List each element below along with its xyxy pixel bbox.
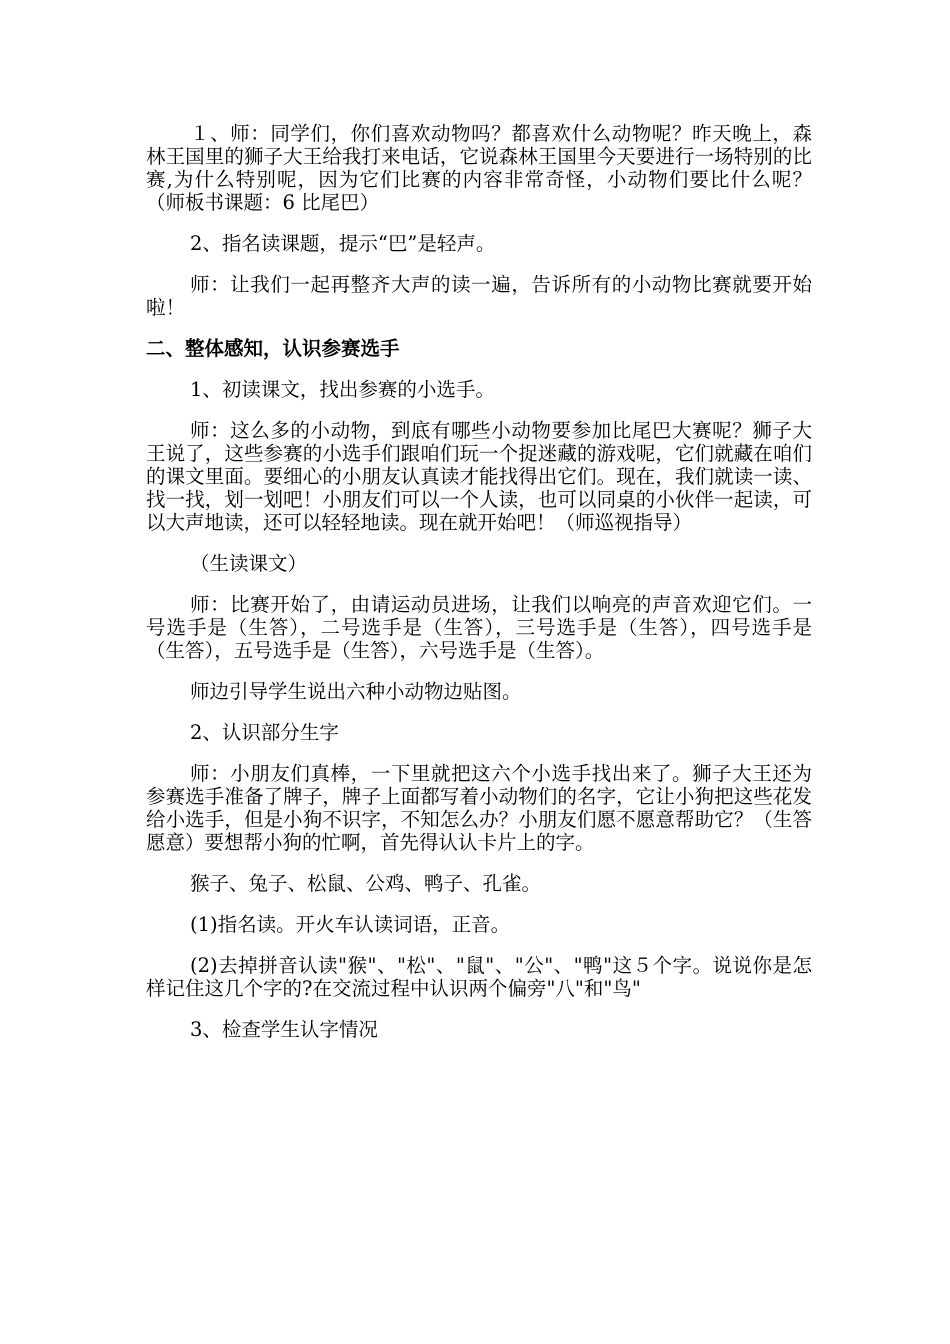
paragraph-first-read: 1、初读课文，找出参赛的小选手。 bbox=[190, 378, 495, 401]
paragraph-step-1: (1)指名读。开火车认读词语，正音。 bbox=[190, 913, 511, 936]
document-body bbox=[146, 122, 812, 1041]
paragraph-intro: １、师：同学们，你们喜欢动物吗？都喜欢什么动物呢？昨天晚上，森林王国里的狮子大王给我打来电话，它说森林王国里今天要进行一场特别的比赛,为什么特别呢，因为它们比赛的内容非常奇怪，小动物们要比什么呢？（师板书课题：6 比尾巴） bbox=[146, 122, 812, 214]
paragraph-check: 3、检查学生认字情况 bbox=[190, 1018, 378, 1041]
paragraph-read-together: 师：让我们一起再整齐大声的读一遍，告诉所有的小动物比赛就要开始啦！ bbox=[146, 273, 812, 319]
paragraph-hide-and-seek: 师：这么多的小动物，到底有哪些小动物要参加比尾巴大赛呢？狮子大王说了，这些参赛的小选手们跟咱们玩一个捉迷藏的游戏呢，它们就藏在咱们的课文里面。要细心的小朋友认真读才能找得出它们。现在，我们就读一读、找一找，划一划吧！小朋友们可以一个人读，也可以同桌的小伙伴一起读，可以大声地读，还可以轻轻地读。现在就开始吧！（师巡视指导） bbox=[146, 419, 812, 534]
paragraph-read-title: 2、指名读课题，提示“巴”是轻声。 bbox=[190, 232, 496, 255]
paragraph-contestants: 师：比赛开始了，由请运动员进场，让我们以响亮的声音欢迎它们。一号选手是（生答），二号选手是（生答），三号选手是（生答），四号选手是（生答），五号选手是（生答），六号选手是（生答）。 bbox=[146, 593, 812, 662]
paragraph-animal-words: 猴子、兔子、松鼠、公鸡、鸭子、孔雀。 bbox=[190, 872, 542, 895]
paragraph-learn-characters: 2、认识部分生字 bbox=[190, 721, 339, 744]
paragraph-paste-pictures: 师边引导学生说出六种小动物边贴图。 bbox=[190, 680, 522, 703]
section-heading: 二、整体感知，认识参赛选手 bbox=[146, 337, 400, 360]
paragraph-name-cards: 师：小朋友们真棒，一下里就把这六个小选手找出来了。狮子大王还为参赛选手准备了牌子，牌子上面都写着小动物们的名字，它让小狗把这些花发给小选手，但是小狗不识字，不知怎么办？小朋友们愿不愿意帮助它？（生答愿意）要想帮小狗的忙啊，首先得认认卡片上的字。 bbox=[146, 762, 812, 854]
paragraph-step-2: (2)去掉拼音认读"猴"、"松"、"鼠"、"公"、"鸭"这５个字。说说你是怎样记住这几个字的?在交流过程中认识两个偏旁"八"和"鸟" bbox=[146, 954, 812, 1000]
paragraph-students-read: （生读课文） bbox=[190, 552, 308, 575]
